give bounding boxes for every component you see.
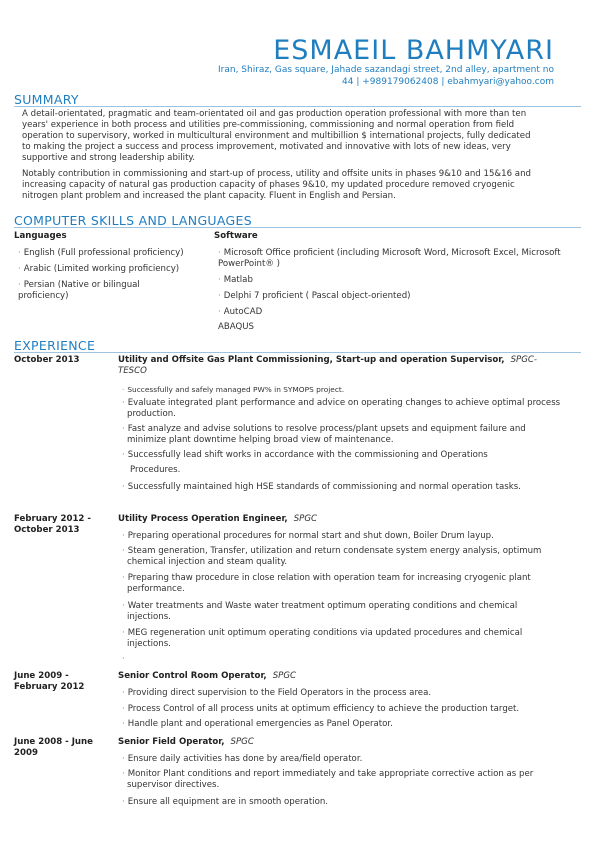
summary-title: SUMMARY [14, 92, 79, 107]
job-date: February 2012 - October 2013 [14, 514, 91, 535]
software-item: · Delphi 7 proficient ( Pascal object-oriented) [218, 291, 411, 301]
language-item: · English (Full professional proficiency) [18, 248, 184, 258]
job-bullet: · [122, 654, 125, 664]
software-item: ABAQUS [218, 322, 255, 332]
job-role: Utility and Offsite Gas Plant Commissioning, Start-up and operation Supervisor, SPGC-TESCO [118, 355, 537, 376]
job-bullet: · Successfully and safely managed PW% in SYMOPS project. [122, 385, 345, 394]
summary-paragraph-2: Notably contribution in commissioning and start-up of process, utility and offsite units in phases 9&10 and 15&16 and increasing capacity of natural gas production capacity of phases 9&10, my updated procedure removed cryogenic nitrogen plant problem and increased the plant capacity. Fluent in English and Persian. [22, 169, 531, 201]
job-role: Senior Field Operator, SPGC [118, 737, 254, 747]
job-date: June 2008 - June 2009 [14, 737, 93, 758]
job-date: October 2013 [14, 355, 80, 365]
software-item: · AutoCAD [218, 307, 263, 317]
summary-paragraph-1: A detail-orientated, pragmatic and team-orientated oil and gas production operation professional with more than ten years' experience in both process and utilities pre-commissioning, commissioning and normal operation from field operation to supervisory, worked in multicultural environment and multibillion $ international projects, fully dedicated to making the project a success and process improvement, motivated and innovative with lots of new ideas, very supportive and strong leadership ability. [22, 109, 531, 163]
skills-divider [14, 227, 581, 228]
language-item: · Persian (Native or bilingual proficiency) [18, 280, 140, 301]
job-bullet: · Handle plant and operational emergencies as Panel Operator. [122, 719, 393, 729]
language-item: · Arabic (Limited working proficiency) [18, 264, 180, 274]
software-item: · Matlab [218, 275, 253, 285]
job-bullet: · MEG regeneration unit optimum operating conditions via updated procedures and chemical injections. [122, 628, 523, 649]
job-bullet: · Steam generation, Transfer, utilization and return condensate system energy analysis, optimum chemical injection and steam quality. [122, 546, 542, 567]
job-org: SPGC [293, 514, 318, 524]
address-line-1: Iran, Shiraz, Gas square, Jahade sazandagi street, 2nd alley, apartment no [218, 65, 554, 75]
experience-title: EXPERIENCE [14, 338, 96, 353]
job-bullet: · Successfully maintained high HSE standards of commissioning and normal operation tasks. [122, 482, 521, 492]
job-bullet: · Process Control of all process units at optimum efficiency to achieve the production target. [122, 704, 520, 714]
address-line-2: 44 | +989179062408 | ebahmyari@yahoo.com [342, 77, 554, 87]
job-bullet: · Successfully lead shift works in accordance with the commissioning and Operations [122, 450, 488, 460]
summary-divider [14, 106, 581, 107]
software-item: · Microsoft Office proficient (including Microsoft Word, Microsoft Excel, Microsoft PowerPoint® ) [218, 248, 561, 269]
job-role: Utility Process Operation Engineer, SPGC [118, 514, 318, 524]
job-bullet: · Evaluate integrated plant performance and advice on operating changes to achieve optimal process production. [122, 398, 561, 419]
languages-heading: Languages [14, 231, 67, 241]
job-bullet: · Providing direct supervision to the Field Operators in the process area. [122, 688, 432, 698]
job-bullet: · Preparing operational procedures for normal start and shut down, Boiler Drum layup. [122, 531, 494, 541]
job-bullet: Procedures. [130, 465, 181, 475]
job-date: June 2009 - February 2012 [14, 671, 85, 692]
job-bullet: · Preparing thaw procedure in close relation with operation team for increasing cryogenic plant performance. [122, 573, 531, 594]
job-bullet: · Monitor Plant conditions and report immediately and take appropriate corrective action as per supervisor directives. [122, 769, 534, 790]
job-role: Senior Control Room Operator, SPGC [118, 671, 296, 681]
experience-divider [14, 352, 581, 353]
job-bullet: · Water treatments and Waste water treatment optimum operating conditions and chemical injections. [122, 601, 518, 622]
skills-title: COMPUTER SKILLS AND LANGUAGES [14, 213, 252, 228]
job-bullet: · Ensure all equipment are in smooth operation. [122, 797, 329, 807]
job-bullet: · Fast analyze and advise solutions to resolve process/plant upsets and equipment failure and minimize plant downtime helping broad view of maintenance. [122, 424, 526, 445]
job-org: SPGC [272, 671, 296, 681]
contact-info [194, 64, 554, 88]
job-org: SPGC-TESCO [118, 355, 537, 376]
job-bullet: · Ensure daily activities has done by area/field operator. [122, 754, 363, 764]
job-org: SPGC [230, 737, 254, 747]
software-heading: Software [214, 231, 258, 241]
candidate-name: ESMAEIL BAHMYARI [273, 35, 554, 66]
